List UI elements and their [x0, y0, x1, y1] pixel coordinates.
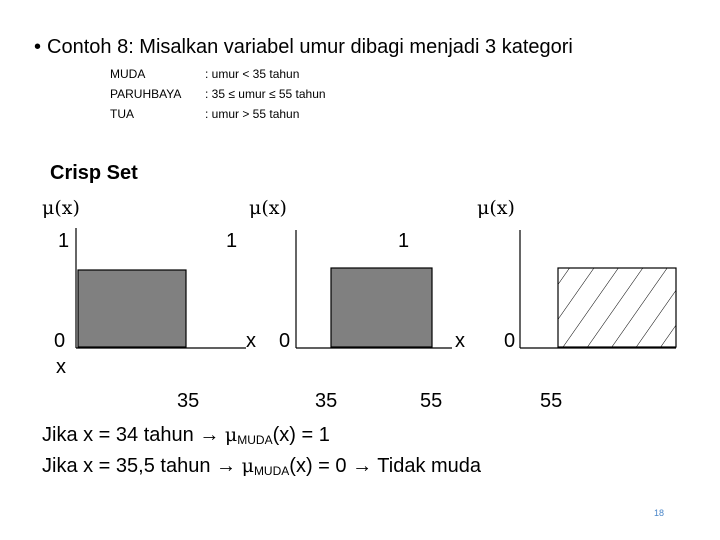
category-name: MUDA: [110, 67, 146, 81]
graph3-one-label: 1: [398, 230, 410, 252]
graph2-ylabel: μ(x): [249, 197, 287, 219]
membership-subscript: MUDA: [253, 464, 290, 478]
example-line-2: [42, 455, 481, 478]
example-result: (x) = 0: [289, 455, 353, 477]
graph2-membership-region: [331, 268, 432, 347]
mu-symbol: μ: [224, 424, 238, 446]
title-text: : Misalkan variabel umur dibagi menjadi 3 kategori: [128, 36, 573, 58]
arrow-icon: →: [216, 455, 237, 477]
graph1-x-axis-label: x: [246, 330, 256, 352]
graph1-ylabel: μ(x): [42, 197, 80, 219]
mu-symbol: μ: [241, 455, 254, 477]
example-result: (x) = 1: [272, 424, 330, 446]
arrow-icon: →: [199, 424, 220, 446]
graph2-zero-label: 0: [279, 330, 291, 352]
graph1-membership-region: [78, 270, 186, 347]
category-name: PARUHBAYA: [110, 87, 182, 101]
graph2-tick-label: 55: [420, 390, 443, 412]
graph3-zero-label: 0: [504, 330, 516, 352]
graph1-one-label: 1: [58, 230, 70, 252]
bullet: •: [34, 36, 42, 58]
graph1-x-label: x: [56, 356, 66, 378]
graph2-x-axis-label: x: [455, 330, 465, 352]
example-text: Jika x = 34 tahun: [42, 424, 200, 446]
graph3-membership-region: [558, 268, 676, 347]
category-rule: : umur > 55 tahun: [205, 107, 300, 121]
example-conclusion: Tidak muda: [372, 455, 482, 477]
arrow-icon: →: [352, 455, 373, 477]
graph1-tick-label: 35: [177, 390, 200, 412]
page-number: 18: [653, 508, 664, 518]
category-rule: : umur < 35 tahun: [205, 67, 300, 81]
category-rule: : 35 ≤ umur ≤ 55 tahun: [205, 87, 326, 101]
graph2-one-label: 1: [226, 230, 238, 252]
graph3-ylabel: μ(x): [477, 197, 515, 219]
example-text: Jika x = 35,5 tahun: [42, 455, 217, 477]
section-title: Crisp Set: [50, 162, 138, 184]
title-label: Contoh 8: [47, 36, 129, 58]
graph1-zero-label: 0: [54, 330, 66, 352]
membership-subscript: MUDA: [237, 433, 273, 447]
graph3-tick-label: 55: [540, 390, 563, 412]
example-line-1: [42, 424, 330, 447]
category-name: TUA: [110, 107, 134, 121]
graph2-tick-label: 35: [315, 390, 338, 412]
